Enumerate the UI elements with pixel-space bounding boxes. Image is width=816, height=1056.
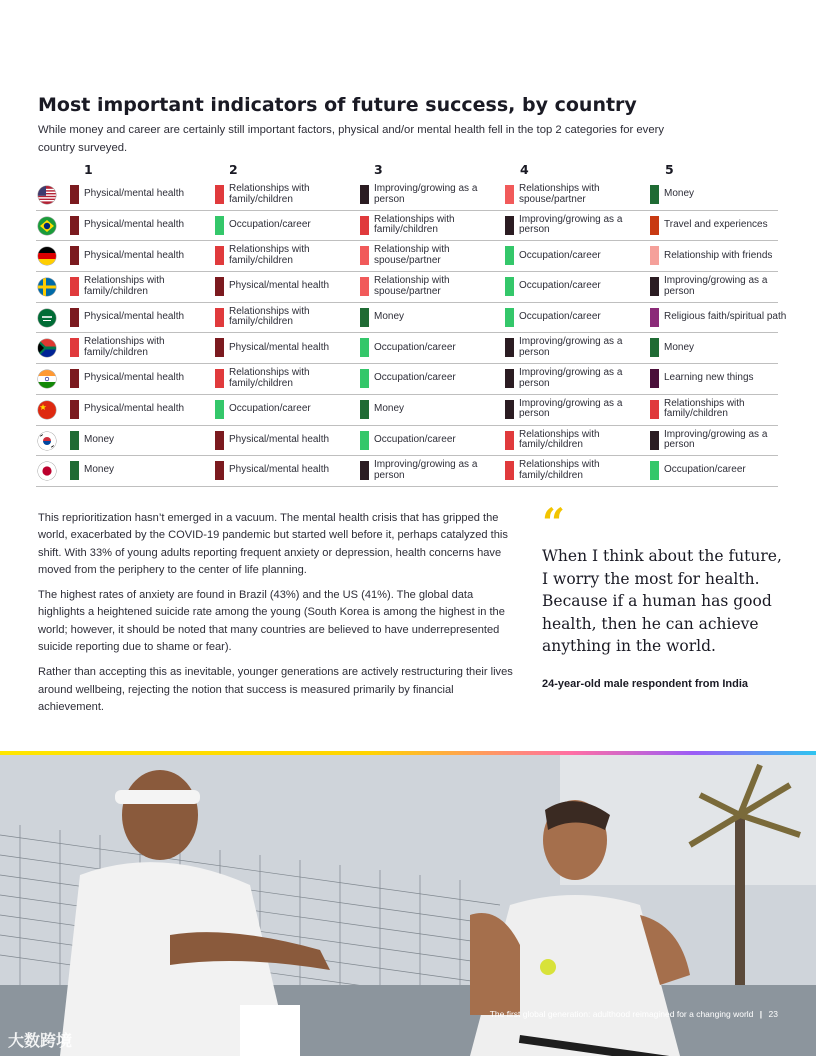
table-cell [505, 364, 645, 393]
category-swatch [70, 400, 79, 419]
column-header-5: 5 [665, 162, 674, 177]
table-cell [70, 456, 210, 485]
category-label: Money [84, 464, 115, 476]
table-cell [215, 211, 355, 240]
table-cell [505, 180, 645, 209]
category-label: Occupation/career [519, 311, 601, 322]
category-label: Occupation/career [374, 372, 456, 384]
category-label: Physical/mental health [84, 218, 185, 230]
table-row [36, 272, 778, 303]
category-swatch [650, 216, 659, 235]
category-label: Money [664, 188, 695, 200]
category-swatch [505, 308, 514, 327]
table-cell [505, 211, 645, 240]
table-cell [70, 180, 210, 209]
category-label: Relationships with family/children [374, 213, 455, 236]
table-row [36, 333, 778, 364]
table-cell [360, 241, 500, 270]
table-cell [650, 333, 790, 362]
category-swatch [360, 185, 369, 204]
table-cell [650, 211, 790, 240]
category-swatch [650, 431, 659, 450]
category-swatch [650, 246, 659, 265]
table-cell [650, 303, 790, 332]
table-cell [360, 211, 500, 240]
column-header-2: 2 [229, 162, 238, 177]
table-cell [70, 303, 210, 332]
category-swatch [70, 338, 79, 357]
category-label: Relationship with spouse/partner [374, 244, 450, 266]
category-swatch [505, 461, 514, 480]
south-korea-flag-icon [38, 432, 56, 450]
table-cell [215, 333, 355, 362]
category-label: Improving/growing as a person [664, 428, 768, 450]
category-label: Relationship with spouse/partner [374, 275, 450, 297]
table-row [36, 395, 778, 426]
category-swatch [360, 431, 369, 450]
category-label: Physical/mental health [84, 403, 185, 415]
category-label: Occupation/career [664, 464, 746, 476]
category-swatch [360, 400, 369, 419]
category-swatch [215, 431, 224, 450]
table-cell [360, 426, 500, 455]
category-label: Occupation/career [519, 249, 601, 261]
category-swatch [360, 277, 369, 296]
pull-quote: When I think about the future, I worry the most for health. Because if a human has good health, then he can achieve anything in the world. [542, 547, 782, 656]
category-label: Relationships with family/children [229, 367, 310, 389]
brazil-flag-icon [38, 217, 56, 235]
category-label: Occupation/career [374, 433, 456, 445]
category-label: Improving/growing as a person [664, 275, 768, 297]
category-swatch [215, 185, 224, 204]
china-flag-icon [38, 401, 56, 419]
category-swatch [360, 338, 369, 357]
category-label: Relationships with spouse/partner [519, 183, 600, 205]
india-flag-icon [38, 370, 56, 388]
table-cell [215, 426, 355, 455]
table-cell [360, 303, 500, 332]
category-label: Relationships with family/children [229, 244, 310, 266]
table-cell [70, 211, 210, 240]
category-label: Physical/mental health [84, 311, 185, 322]
japan-flag-icon [38, 462, 56, 480]
category-swatch [650, 400, 659, 419]
category-swatch [505, 246, 514, 265]
category-label: Money [374, 311, 405, 322]
table-cell [505, 333, 645, 362]
category-label: Travel and experiences [664, 218, 768, 230]
category-label: Relationships with family/children [84, 275, 165, 297]
table-row [36, 426, 778, 457]
category-label: Relationships with family/children [519, 459, 600, 481]
table-cell [505, 303, 645, 332]
table-cell [650, 364, 790, 393]
category-label: Physical/mental health [229, 464, 330, 476]
category-swatch [650, 185, 659, 204]
table-row [36, 180, 778, 211]
category-swatch [505, 369, 514, 388]
category-label: Improving/growing as a person [374, 459, 478, 481]
category-swatch [215, 246, 224, 265]
watermark-logo [8, 1028, 72, 1051]
category-swatch [215, 461, 224, 480]
table-cell [505, 456, 645, 485]
category-swatch [360, 461, 369, 480]
table-cell [360, 272, 500, 301]
table-cell [360, 364, 500, 393]
category-swatch [650, 461, 659, 480]
table-cell [360, 395, 500, 424]
paragraph: Rather than accepting this as inevitable, younger generations are actively restructuring their lives around wellbeing, rejecting the notion that success is measured primarily by financial achievement. [38, 666, 513, 713]
table-cell [70, 241, 210, 270]
category-swatch [70, 246, 79, 265]
south-africa-flag-icon [38, 339, 56, 357]
table-cell [650, 426, 790, 455]
table-cell [215, 395, 355, 424]
quote-mark-icon: “ [542, 500, 566, 547]
category-swatch [70, 431, 79, 450]
table-cell [215, 364, 355, 393]
category-label: Relationships with family/children [229, 183, 310, 205]
table-cell [505, 395, 645, 424]
category-label: Improving/growing as a person [374, 183, 478, 205]
table-cell [505, 272, 645, 301]
category-swatch [70, 277, 79, 296]
footer-separator: | [759, 1009, 763, 1019]
category-label: Improving/growing as a person [519, 367, 623, 389]
category-swatch [70, 308, 79, 327]
table-cell [650, 241, 790, 270]
table-cell [215, 272, 355, 301]
us-flag-icon [38, 186, 56, 204]
table-cell [215, 303, 355, 332]
category-swatch [650, 338, 659, 357]
table-cell [360, 456, 500, 485]
table-cell [215, 241, 355, 270]
table-cell [360, 180, 500, 209]
category-swatch [70, 216, 79, 235]
category-label: Money [374, 403, 405, 415]
page-title: Most important indicators of future success, by country [38, 94, 637, 116]
category-swatch [215, 400, 224, 419]
category-swatch [505, 400, 514, 419]
category-label: Physical/mental health [84, 249, 185, 261]
page-number: 23 [768, 1009, 778, 1019]
category-label: Money [664, 341, 695, 353]
category-swatch [650, 308, 659, 327]
category-swatch [360, 216, 369, 235]
category-label: Money [84, 433, 115, 445]
table-cell [505, 241, 645, 270]
category-label: Improving/growing as a person [519, 397, 623, 420]
category-swatch [70, 461, 79, 480]
table-cell [70, 333, 210, 362]
category-label: Improving/growing as a person [519, 336, 623, 358]
sweden-flag-icon [38, 278, 56, 296]
category-swatch [360, 308, 369, 327]
category-swatch [650, 369, 659, 388]
category-label: Relationships with family/children [664, 397, 745, 420]
category-label: Religious faith/spiritual path [664, 311, 787, 322]
column-header-1: 1 [84, 162, 93, 177]
category-label: Physical/mental health [229, 433, 330, 445]
category-swatch [215, 308, 224, 327]
category-swatch [505, 277, 514, 296]
paragraph: This reprioritization hasn’t emerged in a vacuum. The mental health crisis that has gripped the world, exacerbated by the COVID-19 pandemic but started well before it, perhaps catalyzed this shift. With 33% of young adults reporting frequent anxiety or depression, health concerns have moved from the periphery to the center of life planning. [38, 512, 508, 576]
category-label: Occupation/career [229, 218, 311, 230]
category-label: Occupation/career [374, 341, 456, 353]
table-cell [70, 395, 210, 424]
table-cell [650, 180, 790, 209]
category-label: Physical/mental health [229, 341, 330, 353]
quote-attribution: 24-year-old male respondent from India [542, 678, 748, 690]
category-swatch [505, 431, 514, 450]
category-swatch [650, 277, 659, 296]
category-swatch [215, 369, 224, 388]
table-cell [650, 456, 790, 485]
category-swatch [70, 369, 79, 388]
table-body [36, 180, 787, 487]
table-cell [360, 333, 500, 362]
category-label: Improving/growing as a person [519, 213, 623, 236]
category-label: Physical/mental health [84, 372, 185, 384]
priorities-table [36, 162, 787, 487]
table-cell [70, 272, 210, 301]
saudi-flag-icon [38, 309, 56, 327]
column-header-row [36, 162, 778, 180]
category-label: Physical/mental health [229, 280, 330, 292]
column-header-3: 3 [374, 162, 383, 177]
category-label: Relationships with family/children [84, 336, 165, 358]
category-swatch [505, 338, 514, 357]
category-swatch [360, 369, 369, 388]
body-copy [38, 510, 520, 724]
category-swatch [505, 216, 514, 235]
page-subtitle: While money and career are certainly still important factors, physical and/or mental health fell in the top 2 categories for every country surveyed. [38, 124, 665, 154]
table-cell [70, 426, 210, 455]
paragraph: The highest rates of anxiety are found in Brazil (43%) and the US (41%). The global data highlights a heightened suicide rate among the young (South Korea is among the highest in the world; however, it should be noted that many countries are believed to have underrepresented suicide reporting due to shame or fear). [38, 589, 505, 654]
column-header-4: 4 [520, 162, 529, 177]
germany-flag-icon [38, 247, 56, 265]
table-row [36, 456, 778, 487]
category-label: Occupation/career [229, 403, 311, 415]
category-label: Occupation/career [519, 280, 601, 292]
table-row [36, 211, 778, 242]
table-cell [70, 364, 210, 393]
category-label: Learning new things [664, 372, 754, 384]
watermark-text: 大数跨境 [8, 1033, 73, 1050]
table-cell [215, 180, 355, 209]
footer-text: The first global generation: adulthood reimagined for a changing world [489, 1009, 754, 1019]
category-swatch [70, 185, 79, 204]
table-cell [215, 456, 355, 485]
category-label: Relationship with friends [664, 249, 773, 261]
table-row [36, 364, 778, 395]
table-cell [505, 426, 645, 455]
table-row [36, 303, 787, 334]
table-row [36, 241, 778, 272]
page-footer [490, 1009, 778, 1019]
category-swatch [215, 216, 224, 235]
category-label: Relationships with family/children [519, 428, 600, 450]
category-label: Physical/mental health [84, 188, 185, 200]
table-cell [650, 395, 790, 424]
category-swatch [360, 246, 369, 265]
category-swatch [215, 338, 224, 357]
table-cell [650, 272, 790, 301]
category-label: Relationships with family/children [229, 305, 310, 328]
category-swatch [215, 277, 224, 296]
category-swatch [505, 185, 514, 204]
